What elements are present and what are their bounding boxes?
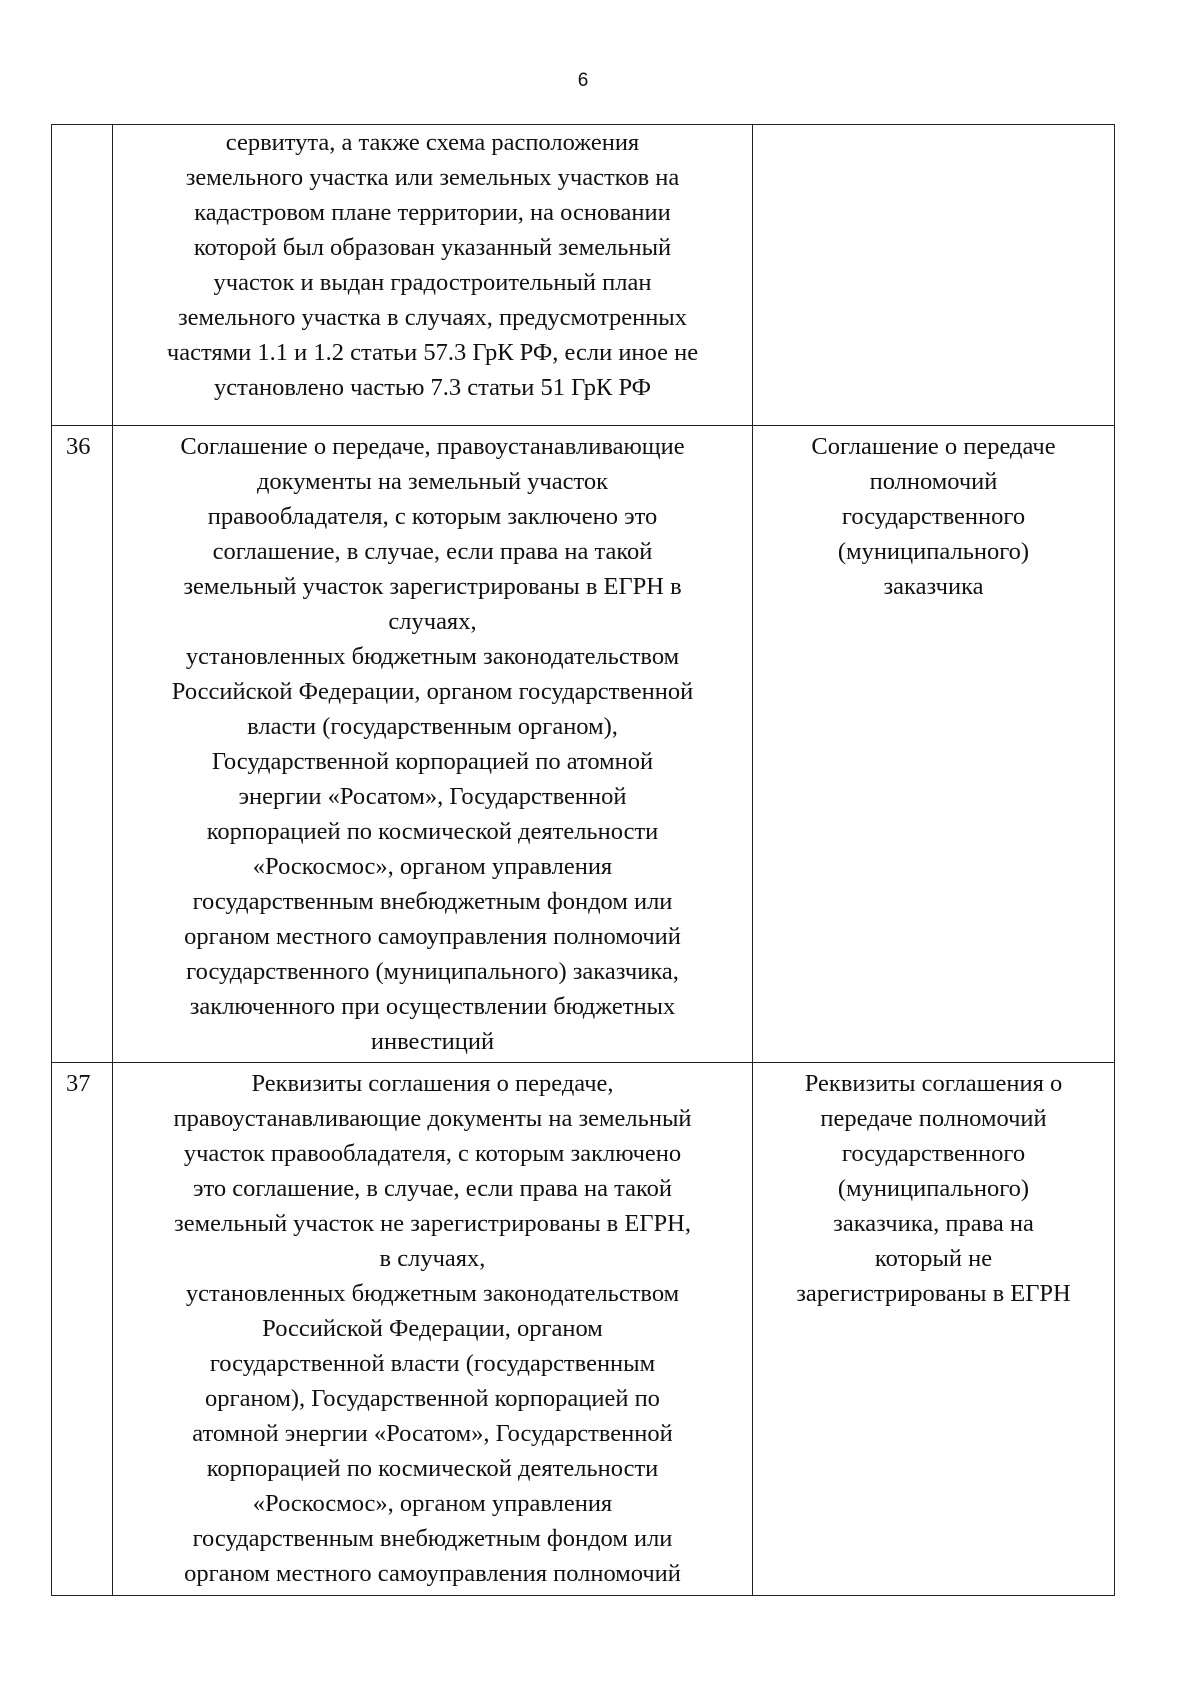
text-line: правообладателя, с которым заключено это	[207, 503, 658, 530]
text-line: государственного (муниципального) заказчика,	[186, 958, 679, 985]
text-line: государственным внебюджетным фондом или	[192, 888, 673, 915]
row-number-cell: 37	[52, 1063, 113, 1596]
table-row-37	[52, 1063, 1115, 1596]
table-row-continuation	[52, 125, 1115, 426]
text-line: случаях,	[388, 608, 477, 635]
text-line: государственным внебюджетным фондом или	[192, 1525, 673, 1552]
text-line: органом), Государственной корпорацией по	[205, 1385, 660, 1412]
text-line: частями 1.1 и 1.2 статьи 57.3 ГрК РФ, если иное не	[166, 339, 699, 366]
text-line: Реквизиты соглашения о передаче,	[251, 1070, 614, 1097]
text-line: документы на земельный участок	[256, 468, 609, 495]
text-line: которой был образован указанный земельный	[193, 234, 672, 261]
text-line: передаче полномочий	[820, 1105, 1047, 1132]
text-line: который не	[874, 1245, 993, 1272]
text-line: соглашение, в случае, если права на такой	[212, 538, 653, 565]
text-line: энергии «Росатом», Государственной	[238, 783, 627, 810]
text-line: участок и выдан градостроительный план	[213, 269, 652, 296]
document-description-cell	[113, 125, 753, 426]
text-line: атомной энергии «Росатом», Государственной	[192, 1420, 673, 1447]
page-number: 6	[577, 70, 589, 91]
document-description-cell	[113, 1063, 753, 1596]
text-line: государственного	[841, 503, 1026, 530]
text-line: Российской Федерации, органом	[262, 1315, 603, 1342]
table-row-36	[52, 426, 1115, 1063]
text-line: Российской Федерации, органом государственной	[171, 678, 694, 705]
text-line: сервитута, а также схема расположения	[225, 129, 640, 156]
text-line: земельный участок зарегистрированы в ЕГРН в	[183, 573, 682, 600]
text-line: установленных бюджетным законодательством	[185, 1280, 680, 1307]
text-line: Реквизиты соглашения о	[804, 1070, 1063, 1097]
note-cell	[753, 426, 1115, 1063]
document-description-cell	[113, 426, 753, 1063]
text-line: корпорацией по космической деятельности	[206, 1455, 659, 1482]
text-line: Соглашение о передаче, правоустанавливающие	[180, 433, 685, 460]
row-number-cell: 36	[52, 426, 113, 1063]
text-line: установленных бюджетным законодательством	[185, 643, 680, 670]
text-line: зарегистрированы в ЕГРН	[796, 1280, 1071, 1307]
text-line: кадастровом плане территории, на основании	[194, 199, 671, 226]
note-cell	[753, 125, 1115, 426]
text-line: государственной власти (государственным	[209, 1350, 656, 1377]
text-line: государственного	[841, 1140, 1026, 1167]
text-line: власти (государственным органом),	[247, 713, 618, 740]
note-cell	[753, 1063, 1115, 1596]
text-line: (муниципального)	[837, 1175, 1030, 1202]
text-line: земельный участок не зарегистрированы в ЕГРН,	[174, 1210, 691, 1237]
text-line: земельного участка в случаях, предусмотренных	[177, 304, 688, 331]
text-line: корпорацией по космической деятельности	[206, 818, 659, 845]
text-line: участок правообладателя, с которым заключено	[183, 1140, 682, 1167]
text-line: органом местного самоуправления полномочий	[184, 1560, 681, 1587]
document-table	[51, 124, 1115, 1596]
text-line: «Роскосмос», органом управления	[252, 1490, 613, 1517]
text-line: «Роскосмос», органом управления	[252, 853, 613, 880]
text-line: заключенного при осуществлении бюджетных	[189, 993, 676, 1020]
text-line: правоустанавливающие документы на земельный	[173, 1105, 692, 1132]
text-line: это соглашение, в случае, если права на такой	[192, 1175, 673, 1202]
text-line: (муниципального)	[837, 538, 1030, 565]
text-line: установлено частью 7.3 статьи 51 ГрК РФ	[213, 374, 652, 401]
text-line: земельного участка или земельных участков на	[185, 164, 680, 191]
text-line: инвестиций	[370, 1028, 495, 1055]
text-line: Государственной корпорацией по атомной	[211, 748, 654, 775]
text-line: органом местного самоуправления полномочий	[184, 923, 681, 950]
row-number-cell	[52, 125, 113, 426]
text-line: Соглашение о передаче	[811, 433, 1056, 460]
text-line: в случаях,	[379, 1245, 486, 1272]
text-line: полномочий	[869, 468, 998, 495]
text-line: заказчика	[883, 573, 984, 600]
text-line: заказчика, права на	[833, 1210, 1034, 1237]
